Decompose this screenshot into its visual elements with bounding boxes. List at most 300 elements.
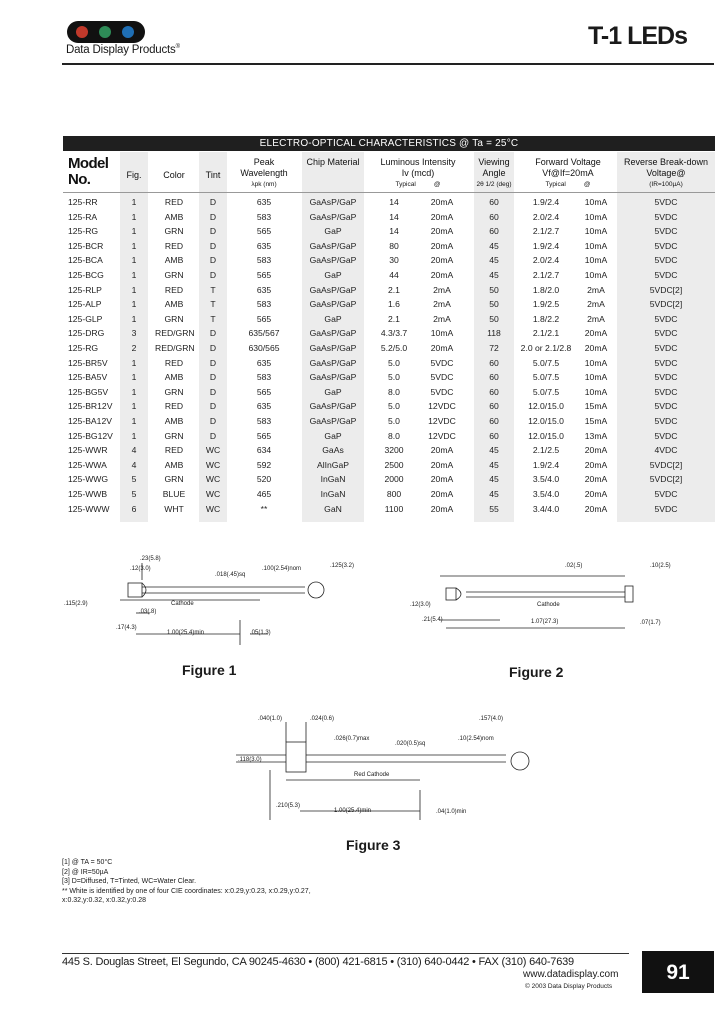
cell-vat: 20mA [584, 445, 608, 456]
cell-tint: T [210, 284, 216, 295]
fig1-dim-6: .115(2.9) [64, 601, 88, 607]
cell-iv: 2.1 [388, 284, 400, 295]
cell-at: 5VDC [430, 372, 454, 383]
cell-model: 125-RG [68, 343, 99, 353]
cell-iv: 2.1 [388, 313, 400, 324]
cell-iv: 14 [389, 197, 399, 207]
cell-fig: 5 [131, 489, 137, 499]
cell-at: 20mA [430, 255, 454, 266]
cell-iv: 2000 [384, 474, 404, 485]
fig3-dim-6: .10(2.54)nom [458, 736, 494, 742]
fig1-cathode: Cathode [171, 601, 194, 607]
cell-chip: AlInGaP [316, 459, 349, 470]
cell-tint: D [209, 343, 217, 353]
note: [1] @ TA = 50°C [62, 859, 113, 866]
cell-vf: 5.0/7.5 [532, 386, 560, 397]
fig2-dim-3: .12(3.0) [410, 602, 431, 608]
cell-model: 125-GLP [68, 313, 103, 324]
cell-model: 125-BG12V [68, 430, 113, 441]
cell-model: 125-WWW [68, 503, 110, 514]
cell-tint: T [210, 299, 216, 310]
cell-fig: 1 [131, 430, 137, 441]
footer-copyright: © 2003 Data Display Products [525, 983, 613, 990]
fig1-dim-10: .05(1.3) [250, 630, 271, 636]
cell-chip: GaAsP/GaP [309, 343, 357, 353]
fig2-end [625, 586, 633, 602]
cell-at: 20mA [430, 343, 454, 353]
cell-tint: D [209, 226, 217, 237]
cell-fig: 5 [131, 474, 137, 485]
cell-angle: 45 [489, 240, 499, 251]
cell-color: RED/GRN [155, 328, 195, 339]
cell-model: 125-ALP [68, 299, 102, 310]
cell-fig: 1 [131, 284, 137, 295]
cell-fig: 1 [131, 211, 137, 222]
cell-vat: 20mA [584, 503, 608, 514]
cell-tint: D [209, 211, 217, 222]
cell-iv: 5.0 [388, 416, 400, 426]
cell-color: AMB [164, 299, 184, 310]
cell-chip: GaAsP/GaP [309, 197, 357, 207]
cell-model: 125-BCR [68, 240, 104, 251]
header-chip: Chip Material [306, 157, 360, 167]
cell-chip: GaP [324, 226, 342, 237]
cell-fig: 2 [131, 343, 137, 353]
cell-iv: 5.0 [388, 372, 400, 383]
cell-model: 125-BG5V [68, 386, 109, 397]
fig3-end-view [511, 752, 529, 770]
fig1-dim-4: .100(2.54)nom [262, 566, 302, 572]
fig1-dim-3: .018(.45)sq [215, 572, 246, 578]
cell-color: RED [164, 357, 184, 368]
cell-vat: 20mA [584, 459, 608, 470]
cell-iv: 8.0 [388, 386, 400, 397]
cell-model: 125-RLP [68, 284, 102, 295]
cell-angle: 60 [489, 386, 499, 397]
cell-model: 125-BCG [68, 270, 104, 280]
fig2-cathode: Cathode [537, 602, 560, 608]
cell-color: RED/GRN [155, 343, 195, 353]
cell-vf: 3.5/4.0 [532, 474, 560, 485]
cell-angle: 55 [489, 503, 499, 514]
fig1-dim-7: .03(.8) [139, 609, 157, 615]
cell-iv: 14 [389, 226, 399, 237]
note: x:0.32,y:0.32, x:0.32,y:0.28 [62, 897, 147, 904]
cell-model: 125-BA12V [68, 416, 112, 426]
cell-vat: 15mA [584, 401, 608, 412]
cell-tint: WC [205, 503, 221, 514]
cell-vf: 2.1/2.7 [532, 226, 560, 237]
cell-rev: 5VDC [654, 401, 678, 412]
cell-color: RED [164, 240, 184, 251]
page-title: T-1 LEDs [588, 22, 687, 50]
cell-rev: 5VDC [654, 255, 678, 266]
cell-chip: GaAsP/GaP [309, 255, 357, 266]
cell-vf: 1.9/2.4 [532, 240, 560, 251]
cell-at: 20mA [430, 226, 454, 237]
cell-chip: GaAsP/GaP [309, 240, 357, 251]
cell-vf: 1.8/2.0 [532, 284, 560, 295]
cell-fig: 1 [131, 313, 137, 324]
cell-fig: 1 [131, 197, 137, 207]
cell-vf: 12.0/15.0 [528, 430, 564, 441]
cell-tint: D [209, 328, 217, 339]
cell-model: 125-BA5V [68, 372, 108, 383]
header-model: Model No. [68, 155, 109, 188]
cell-tint: D [209, 197, 217, 207]
header-tint: Tint [205, 170, 221, 180]
cell-chip: GaAsP/GaP [309, 401, 357, 412]
cell-chip: InGaN [320, 474, 346, 485]
cell-angle: 60 [489, 372, 499, 383]
fig1-dim-5: .125(3.2) [330, 563, 355, 569]
cell-fig: 6 [131, 503, 137, 514]
cell-vf: 2.0/2.4 [532, 211, 560, 222]
cell-chip: GaAsP/GaP [309, 328, 357, 339]
cell-vat: 10mA [584, 386, 608, 397]
cell-at: 10mA [430, 328, 454, 339]
cell-angle: 72 [489, 343, 499, 353]
cell-at: 20mA [430, 445, 454, 456]
footer-website[interactable]: www.datadisplay.com [523, 969, 619, 980]
cell-color: RED [164, 284, 184, 295]
cell-tint: D [209, 386, 217, 397]
cell-vf: 2.1/2.5 [532, 445, 560, 456]
cell-chip: GaAsP/GaP [309, 372, 357, 383]
cell-color: BLUE [162, 489, 186, 499]
cell-rev: 5VDC[2] [649, 284, 683, 295]
cell-model: 125-WWB [68, 489, 108, 499]
note: ** White is identified by one of four CIE coordinates: x:0.29,y:0.23, x:0.29,y:0.27, [62, 887, 311, 895]
page-number: 91 [642, 951, 714, 993]
figure-3-label: Figure 3 [346, 837, 401, 853]
cell-at: 12VDC [428, 416, 456, 426]
cell-color: AMB [164, 416, 184, 426]
cell-vat: 10mA [584, 211, 608, 222]
cell-iv: 5.2/5.0 [380, 343, 408, 353]
cell-color: GRN [164, 430, 184, 441]
cell-tint: D [209, 416, 217, 426]
cell-fig: 1 [131, 357, 137, 368]
cell-vat: 10mA [584, 357, 608, 368]
cell-at: 5VDC [430, 386, 454, 397]
cell-model: 125-WWA [68, 459, 107, 470]
fig3-dim-2: .024(0.6) [310, 716, 335, 722]
cell-angle: 50 [489, 284, 499, 295]
cell-at: 20mA [430, 459, 454, 470]
cell-rev: 5VDC [654, 328, 678, 339]
cell-angle: 50 [489, 313, 499, 324]
cell-model: 125-BR12V [68, 401, 113, 412]
cell-wl: 465 [256, 489, 272, 499]
header-voltage: Forward Voltage Vf@If=20mA Typical @ [535, 157, 601, 188]
fig2-dim-5: 1.07(27.3) [531, 619, 559, 625]
cell-iv: 3200 [384, 445, 404, 456]
cell-color: GRN [164, 386, 184, 397]
cell-vat: 10mA [584, 372, 608, 383]
cell-iv: 30 [389, 255, 399, 266]
cell-model: 125-BCA [68, 255, 103, 266]
cell-rev: 5VDC [654, 240, 678, 251]
cell-vf: 5.0/7.5 [532, 357, 560, 368]
cell-wl: 635 [256, 401, 272, 412]
cell-angle: 45 [489, 255, 499, 266]
fig3-dim-9: 1.00(25.4)min [334, 808, 372, 814]
cell-model: 125-WWR [68, 445, 108, 456]
cell-iv: 4.3/3.7 [380, 328, 408, 339]
cell-iv: 8.0 [388, 430, 400, 441]
cell-fig: 1 [131, 416, 137, 426]
header-fig: Fig. [126, 170, 142, 180]
cell-rev: 5VDC [654, 211, 678, 222]
note: [3] D=Diffused, T=Tinted, WC=Water Clear. [62, 878, 197, 885]
cell-at: 2mA [433, 299, 451, 310]
fig1-dim-2: .12(3.0) [130, 566, 151, 572]
fig3-led-body [286, 742, 306, 772]
cell-iv: 5.0 [388, 401, 400, 412]
cell-angle: 60 [489, 197, 499, 207]
cell-angle: 60 [489, 430, 499, 441]
cell-rev: 5VDC [654, 489, 678, 499]
cell-wl: 635 [256, 284, 272, 295]
cell-at: 20mA [430, 211, 454, 222]
fig3-cathode: Red Cathode [354, 772, 390, 778]
cell-angle: 118 [487, 328, 501, 339]
cell-at: 20mA [430, 197, 454, 207]
figure-2-label: Figure 2 [509, 664, 564, 680]
cell-wl: 634 [256, 445, 272, 456]
table-title: ELECTRO-OPTICAL CHARACTERISTICS @ Ta = 25°C [63, 136, 715, 151]
cell-rev: 5VDC[2] [649, 474, 683, 485]
cell-angle: 50 [489, 299, 499, 310]
cell-vat: 10mA [584, 255, 608, 266]
cell-angle: 60 [489, 357, 499, 368]
cell-tint: WC [205, 489, 221, 499]
cell-model: 125-RR [68, 197, 98, 207]
cell-rev: 5VDC [654, 357, 678, 368]
cell-chip: GaAsP/GaP [309, 284, 357, 295]
cell-vf: 2.1/2.7 [532, 270, 560, 280]
cell-at: 20mA [430, 240, 454, 251]
cell-tint: WC [205, 459, 221, 470]
cell-angle: 45 [489, 445, 499, 456]
cell-chip: GaAsP/GaP [309, 299, 357, 310]
cell-fig: 4 [131, 459, 137, 470]
cell-wl: 592 [256, 459, 272, 470]
cell-iv: 800 [386, 489, 402, 499]
cell-vat: 2mA [587, 299, 605, 310]
cell-rev: 5VDC [654, 343, 678, 353]
cell-fig: 3 [131, 328, 137, 339]
cell-wl: 635 [256, 240, 272, 251]
cell-wl: 630/565 [248, 343, 280, 353]
cell-at: 20mA [430, 489, 454, 499]
cell-vf: 2.0/2.4 [532, 255, 560, 266]
cell-color: GRN [164, 313, 184, 324]
cell-wl: 565 [256, 270, 272, 280]
cell-angle: 45 [489, 459, 499, 470]
cell-vat: 20mA [584, 343, 608, 353]
cell-vf: 1.9/2.4 [532, 197, 560, 207]
cell-vat: 20mA [584, 489, 608, 499]
cell-vat: 10mA [584, 226, 608, 237]
fig3-dim-3: .157(4.0) [479, 716, 504, 722]
cell-vat: 15mA [584, 416, 608, 426]
cell-wl: 635 [256, 357, 272, 368]
fig3-dim-5: .020(0.5)sq [395, 741, 426, 747]
cell-fig: 1 [131, 270, 137, 280]
cell-vat: 20mA [584, 328, 608, 339]
cell-color: AMB [164, 372, 184, 383]
cell-vf: 1.9/2.4 [532, 459, 560, 470]
cell-vf: 1.9/2.5 [532, 299, 560, 310]
fig2-dim-4: .21(5.4) [422, 617, 443, 623]
fig3-dim-10: .04(1.0)min [436, 809, 467, 815]
cell-chip: GaP [324, 313, 342, 324]
cell-wl: 565 [256, 226, 272, 237]
cell-vat: 13mA [584, 430, 608, 441]
cell-tint: WC [205, 445, 221, 456]
cell-wl: 583 [256, 416, 272, 426]
cell-wl: 635 [256, 197, 272, 207]
cell-tint: D [209, 401, 217, 412]
cell-wl: 583 [256, 255, 272, 266]
cell-at: 20mA [430, 503, 454, 514]
cell-color: GRN [164, 226, 184, 237]
cell-at: 2mA [433, 284, 451, 295]
header-reverse: Reverse Break-down Voltage@ (IR=100µA) [623, 157, 709, 188]
cell-iv: 5.0 [388, 357, 400, 368]
cell-tint: D [209, 270, 217, 280]
cell-color: AMB [164, 211, 184, 222]
cell-color: RED [164, 197, 184, 207]
fig2-led-body [446, 588, 456, 600]
cell-iv: 2500 [384, 459, 404, 470]
cell-rev: 5VDC [654, 416, 678, 426]
cell-vat: 20mA [584, 474, 608, 485]
cell-at: 5VDC [430, 357, 454, 368]
cell-vf: 3.5/4.0 [532, 489, 560, 499]
cell-rev: 5VDC [654, 313, 678, 324]
cell-iv: 80 [389, 240, 399, 251]
cell-iv: 1.6 [388, 299, 400, 310]
header-intensity: Luminous Intensity Iv (mcd) Typical @ [380, 157, 456, 188]
cell-color: RED [164, 445, 184, 456]
fig1-led-body [128, 583, 142, 597]
cell-chip: GaN [324, 503, 342, 514]
figure-1-label: Figure 1 [182, 662, 237, 678]
cell-angle: 60 [489, 401, 499, 412]
cell-wl: 520 [256, 474, 272, 485]
cell-fig: 1 [131, 401, 137, 412]
cell-vf: 2.0 or 2.1/2.8 [520, 343, 572, 353]
footer-rule [62, 953, 629, 954]
cell-angle: 45 [489, 270, 499, 280]
cell-color: AMB [164, 255, 184, 266]
cell-rev: 5VDC [654, 386, 678, 397]
cell-rev: 5VDC [654, 503, 678, 514]
fig3-dim-8: .210(5.3) [276, 803, 301, 809]
cell-vf: 12.0/15.0 [528, 401, 564, 412]
cell-at: 12VDC [428, 401, 456, 412]
cell-iv: 44 [389, 270, 399, 280]
cell-at: 20mA [430, 270, 454, 280]
cell-wl: 635/567 [248, 328, 280, 339]
cell-angle: 60 [489, 226, 499, 237]
cell-fig: 1 [131, 255, 137, 266]
cell-vf: 3.4/4.0 [532, 503, 560, 514]
fig2-dim-1: .02(.5) [565, 563, 583, 569]
cell-wl: 583 [256, 211, 272, 222]
cell-fig: 4 [131, 445, 137, 456]
cell-chip: GaAs [322, 445, 344, 456]
cell-chip: InGaN [320, 489, 346, 499]
cell-tint: D [209, 357, 217, 368]
header-color: Color [163, 170, 185, 180]
cell-chip: GaAsP/GaP [309, 416, 357, 426]
cell-wl: 583 [256, 372, 272, 383]
cell-tint: D [209, 430, 217, 441]
cell-tint: WC [205, 474, 221, 485]
cell-angle: 60 [489, 416, 499, 426]
cell-iv: 14 [389, 211, 399, 222]
cell-angle: 60 [489, 211, 499, 222]
cell-wl: 565 [256, 430, 272, 441]
cell-fig: 1 [131, 240, 137, 251]
cell-at: 20mA [430, 474, 454, 485]
cell-fig: 1 [131, 226, 137, 237]
cell-vf: 12.0/15.0 [528, 416, 564, 426]
cell-tint: D [209, 255, 217, 266]
cell-model: 125-DRG [68, 328, 105, 339]
fig3-dim-7: .118(3.0) [238, 757, 262, 763]
fig2-dim-2: .10(2.5) [650, 563, 671, 569]
cell-color: WHT [164, 503, 184, 514]
cell-tint: D [209, 240, 217, 251]
cell-tint: T [210, 313, 216, 324]
header-angle: Viewing Angle 2θ 1/2 (deg) [476, 157, 512, 188]
cell-vf: 5.0/7.5 [532, 372, 560, 383]
cell-vat: 10mA [584, 197, 608, 207]
note: [2] @ IR=50µA [62, 868, 109, 876]
cell-rev: 5VDC[2] [649, 299, 683, 310]
cell-wl: ** [260, 503, 268, 514]
cell-rev: 5VDC [654, 226, 678, 237]
cell-wl: 565 [256, 313, 272, 324]
cell-rev: 5VDC [654, 270, 678, 280]
cell-color: RED [164, 401, 184, 412]
cell-rev: 5VDC [654, 197, 678, 207]
fig1-dim-8: .17(4.3) [116, 625, 137, 631]
fig3-dim-4: .026(0.7)max [334, 736, 370, 742]
cell-wl: 583 [256, 299, 272, 310]
cell-rev: 5VDC [654, 372, 678, 383]
cell-fig: 1 [131, 372, 137, 383]
cell-vat: 10mA [584, 240, 608, 251]
cell-chip: GaP [324, 386, 342, 397]
cell-at: 12VDC [428, 430, 456, 441]
cell-color: GRN [164, 270, 184, 280]
footnotes [62, 858, 362, 906]
fig3-dim-1: .040(1.0) [258, 716, 283, 722]
footer-address: 445 S. Douglas Street, El Segundo, CA 90245-4630 • (800) 421-6815 • (310) 640-0442 • FAX (310) 640-7639 [62, 956, 574, 968]
cell-angle: 45 [489, 474, 499, 485]
brand-name: Data Display Products® [66, 44, 180, 56]
cell-rev: 4VDC [654, 445, 678, 456]
cell-at: 2mA [433, 313, 451, 324]
cell-vat: 10mA [584, 270, 608, 280]
cell-iv: 1100 [384, 503, 404, 514]
